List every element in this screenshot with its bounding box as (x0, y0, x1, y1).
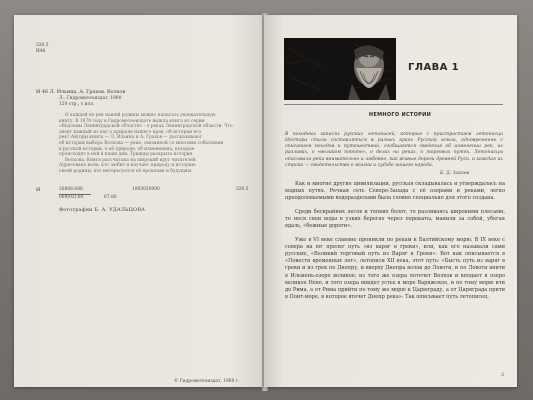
annotation-line: в русской истории, о её природе, об изменениях, которые (59, 146, 195, 152)
chronicler-portrait-image (284, 38, 396, 100)
left-page (14, 15, 267, 387)
annotation-line: «Водоемы Ленинградской области» - о реках Ленинградской области. Что (59, 124, 233, 130)
body-paragraph: Как и многие другие цивилизации, русская складывалась и утверждалась на водных путях. Речная сеть Северо-Запада с её озерами и реками, легко преодолеваемыми водоразделами была словно специально для этого создана. (285, 181, 505, 202)
annotation-line: Волхова. Книга рассчитана на широкий круг читателей. (65, 157, 198, 163)
photographer-credit: Фотографии Б. А. УДАЛЬЦОВА (59, 207, 146, 213)
annotation-line: своей родины, кто интересуется её прошлым и будущим. (59, 168, 193, 174)
bbk-code: И46 (36, 49, 46, 54)
epigraph-author: Б. Д. Зайков (440, 170, 470, 176)
catalog-heading: И 46 Л. Ильина, А. Грахов. Волхов (36, 89, 126, 95)
chapter-body (285, 181, 505, 301)
catalog-line: Л., Гидрометеоиздат, 1980 (59, 96, 122, 101)
catalog-line: 120 стр., с илл. (59, 102, 95, 107)
portrait-illustration (284, 38, 396, 100)
code-letter: И (36, 187, 41, 193)
chapter-title: ГЛАВА 1 (408, 62, 460, 73)
body-paragraph: Среди бескрайних лесов и топких болот, то разливаясь широкими плесами, то неся свои воды в узких берегах через перекаты, манили за собой, убегая вдаль, «бежные дороги». (285, 209, 505, 230)
annotation-block (59, 113, 234, 175)
annotation-line: Адресована всем, кто любит и изучает природу и историю (59, 163, 196, 169)
section-title: НЕМНОГО ИСТОРИИ (368, 112, 432, 118)
code-line: 069(02)-80 (59, 195, 84, 200)
copyright: © Гидрометеоиздат, 1980 г. (174, 379, 240, 384)
header-divider (284, 104, 503, 105)
code-right: 336.5 (236, 187, 249, 192)
page-number: 3 (501, 373, 504, 378)
code-mid: 1903030000 (132, 187, 160, 192)
body-paragraph: Уже в VI веке славяне проникли по рекам к Балтийскому морю. В IX веке с севера на юг пролег путь «из варяг в греки», или, как его называли сами русские, «Великий торговый путь из Варяг в Греки». Вот как описывается в «Повести временных лет», летописи XII века, этот путь: «Бысть путь из варяг в греки и из грек по Днепру, и вверху Днепра волок до Ловоти, и по Ловоти внити в Ильмень-озеро великое; из того же озера потечет Волхов и вподает в озеро великое Нево, и того озера внидет устье в море Варяжское, и по тому морю ити до Рима, а от Рима прийти по тому же морю к Царюграду, а от Царяграда прити в Понт-море, в которое втечет Днепр река». Так описывает путь летописец. (285, 237, 505, 300)
annotation-line: знает каждый из нас о природе нашего края, об истории его (59, 129, 202, 135)
epigraph: В походных записях русских летописей, которые с пристрастием летописца Нестора стали составляться в разных краях Русской земли, одновременно с описанием походов и путешествий, сообщаются сведения об изменении рек, их разливах, о «великом потопе», о делах на реках, о торговых путях. Летописцы описывали реки внимательно и любовно, как живые дороги древней Руси, и каждая их строка — свидетельство о жизни и судьбе нашего народа. (285, 131, 503, 169)
annotation-line: об истории выбора Волхова — реке, связанной со многими событиями (59, 140, 224, 146)
annotation-line: рек? Авторы книги — Л. Ильина и А. Грахов — рассказывают (59, 135, 203, 141)
code-line: 20806-086 (59, 187, 83, 192)
udk-code: 336.5 (36, 43, 49, 48)
annotation-line: книгу. В 1979 году в Гидрометеоиздате вышла книга из серии (59, 118, 205, 124)
annotation-line: происходят в ней в наши дни. Трижды раскрыта история (59, 152, 193, 158)
code-tail: 67-80 (104, 195, 117, 200)
annotation-line: О каждой из рек нашей родины можно написать увлекательную (65, 113, 216, 118)
